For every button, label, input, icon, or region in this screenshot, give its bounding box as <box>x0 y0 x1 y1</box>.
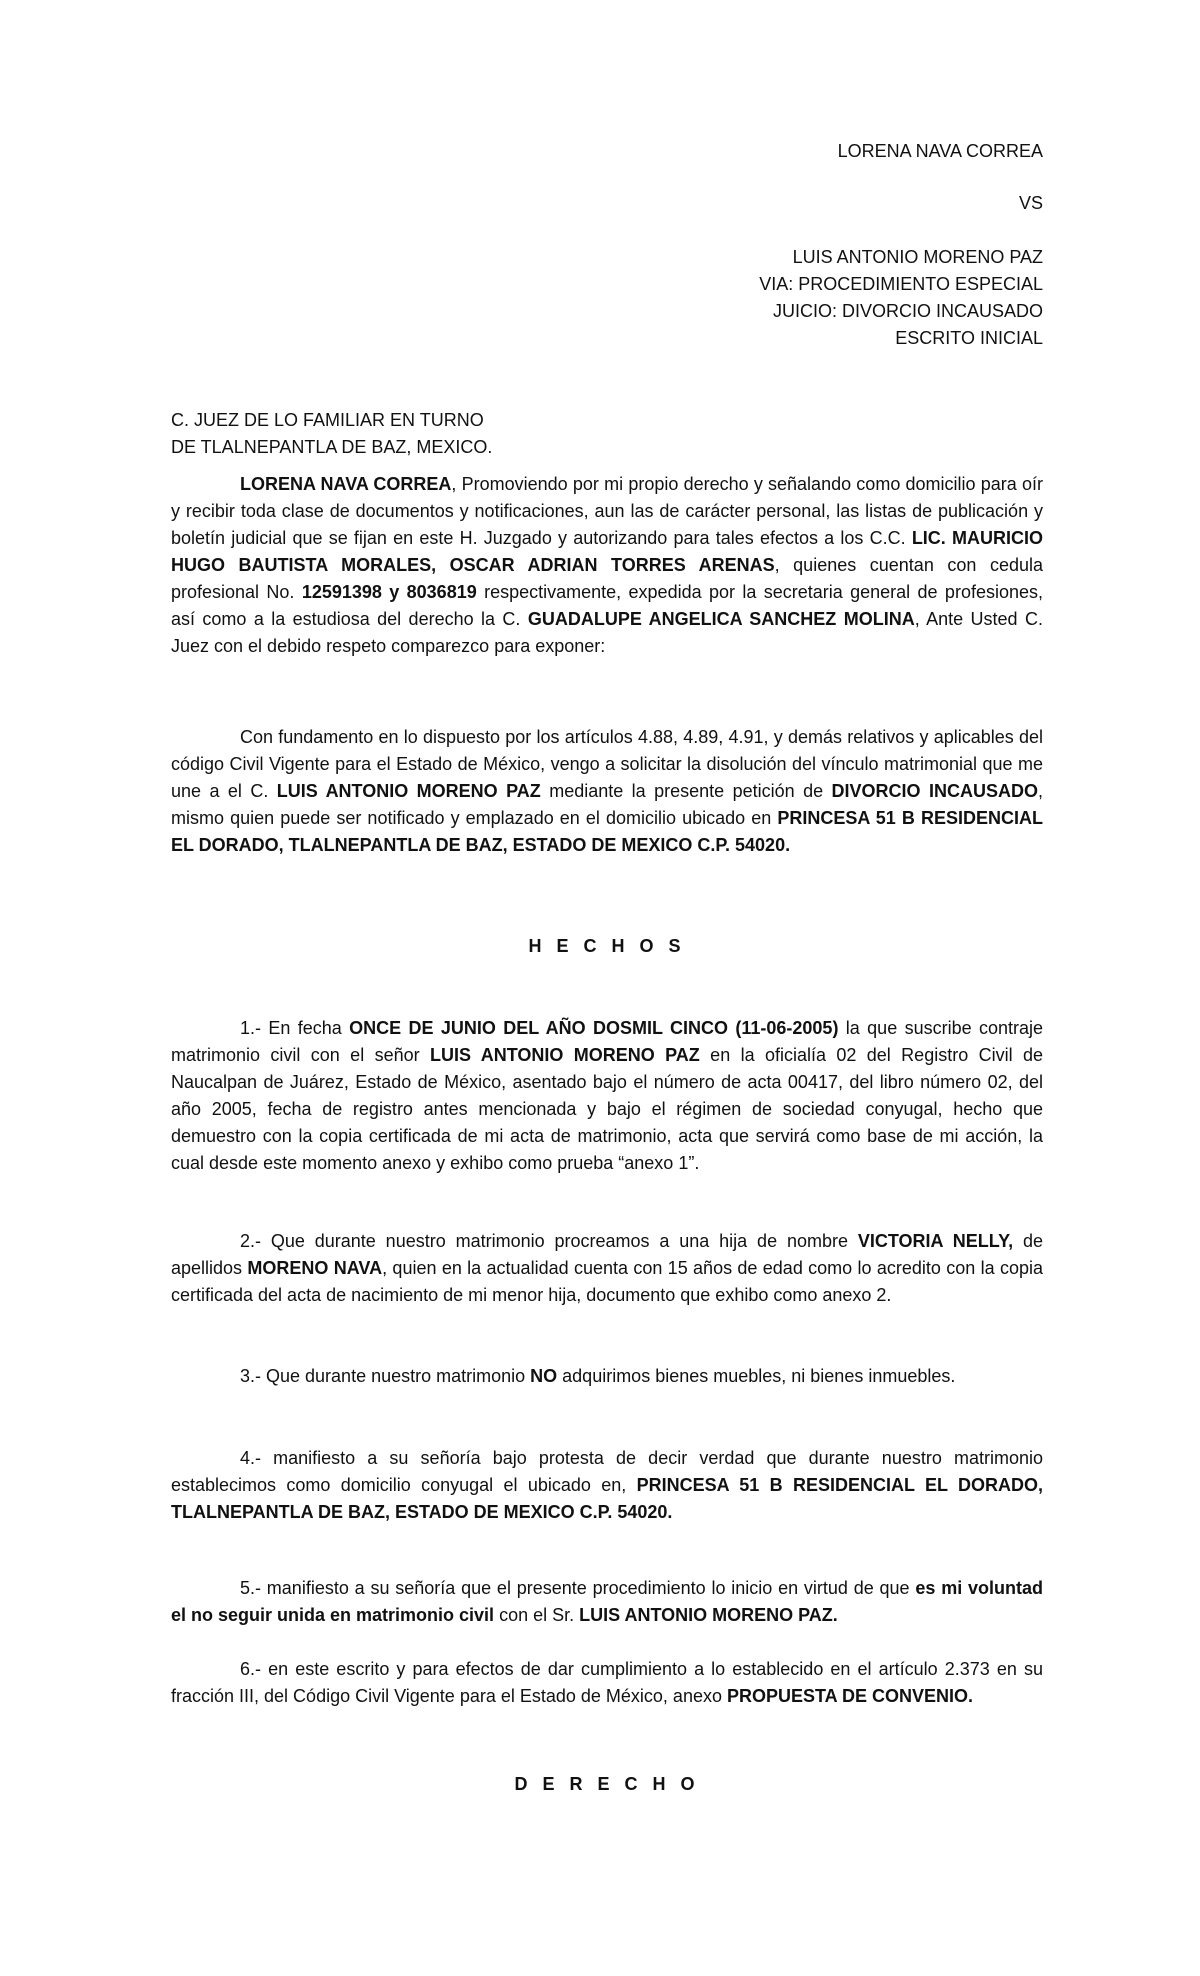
defendant-name-bold: LUIS ANTONIO MORENO PAZ <box>276 781 541 801</box>
addressee-block <box>171 407 492 461</box>
versus-label: VS <box>1018 193 1043 213</box>
spouse-name: LUIS ANTONIO MORENO PAZ <box>429 1045 700 1065</box>
case-header-details <box>759 244 1043 352</box>
promoter-name: LORENA NAVA CORREA <box>240 474 452 494</box>
authorized-lawyers: LIC. MAURICIO HUGO BAUTISTA MORALES, OSCAR ADRIAN TORRES ARENAS <box>171 528 1044 575</box>
procedure-type: VIA: PROCEDIMIENTO ESPECIAL <box>759 274 1043 294</box>
addressee-line-1: C. JUEZ DE LO FAMILIAR EN TURNO <box>171 410 484 430</box>
addressee-line-2: DE TLALNEPANTLA DE BAZ, MEXICO. <box>171 437 493 457</box>
hecho-3: 3.- Que durante nuestro matrimonio NO adquirimos bienes muebles, ni bienes inmuebles. <box>240 1366 956 1386</box>
hecho-1: 1.- En fecha ONCE DE JUNIO DEL AÑO DOSMIL CINCO (11-06-2005) la que suscribe contraje matrimonio civil con el señor LUIS ANTONIO MORENO PAZ en la oficialía 02 del Registro Civil de Naucalpan de Juárez, Estado de México, asentado bajo el número de acta 00417, del libro número 02, del año 2005, fecha de registro antes mencionada y bajo el régimen de sociedad conyugal, hecho que demuestro con la copia certificada de mi acta de matrimonio, acta que servirá como base de mi acción, la cual desde este momento anexo y exhibo como prueba “anexo 1”. <box>171 1018 1043 1173</box>
hecho-2: 2.- Que durante nuestro matrimonio procreamos a una hija de nombre VICTORIA NELLY, de apellidos MORENO NAVA, quien en la actualidad cuenta con 15 años de edad como lo acredito con la copia certificada del acta de nacimiento de mi menor hija, documento que exhibo como anexo 2. <box>171 1231 1044 1305</box>
marriage-date: ONCE DE JUNIO DEL AÑO DOSMIL CINCO (11-06-2005) <box>349 1018 839 1038</box>
petition-paragraph: Con fundamento en lo dispuesto por los artículos 4.88, 4.89, 4.91, y demás relativos y aplicables del código Civil Vigente para el Estado de México, vengo a solicitar la disolución del vínculo matrimonial que me une a el C. LUIS ANTONIO MORENO PAZ mediante la presente petición de DIVORCIO INCAUSADO, mismo quien puede ser notificado y emplazado en el domicilio ubicado en PRINCESA 51 B RESIDENCIAL EL DORADO, TLALNEPANTLA DE BAZ, ESTADO DE MEXICO C.P. 54020. <box>171 727 1044 855</box>
spouse-name-2: LUIS ANTONIO MORENO PAZ. <box>579 1605 838 1625</box>
plaintiff-name: LORENA NAVA CORREA <box>837 141 1043 161</box>
intro-paragraph: LORENA NAVA CORREA, Promoviendo por mi propio derecho y señalando como domicilio para oír y recibir toda clase de documentos y notificaciones, aun las de carácter personal, las listas de publicación y boletín judicial que se fijan en este H. Juzgado y autorizando para tales efectos a los C.C. LIC. MAURICIO HUGO BAUTISTA MORALES, OSCAR ADRIAN TORRES ARENAS, quienes cuentan con cedula profesional No. 12591398 y 8036819 respectivamente, expedida por la secretaria general de profesiones, así como a la estudiosa del derecho la C. GUADALUPE ANGELICA SANCHEZ MOLINA, Ante Usted C. Juez con el debido respeto comparezco para exponer: <box>171 474 1044 656</box>
document-type: ESCRITO INICIAL <box>895 328 1043 348</box>
case-header-vs <box>1019 190 1043 217</box>
hecho-5: 5.- manifiesto a su señoría que el presente procedimiento lo inicio en virtud de que es mi voluntad el no seguir unida en matrimonio civil con el Sr. LUIS ANTONIO MORENO PAZ. <box>171 1578 1043 1625</box>
case-header-plaintiff <box>838 138 1043 165</box>
defendant-name: LUIS ANTONIO MORENO PAZ <box>792 247 1043 267</box>
professional-ids: 12591398 y 8036819 <box>301 582 477 602</box>
hecho-4: 4.- manifiesto a su señoría bajo protesta de decir verdad que durante nuestro matrimonio establecimos como domicilio conyugal el ubicado en, PRINCESA 51 B RESIDENCIAL EL DORADO, TLALNEPANTLA DE BAZ, ESTADO DE MEXICO C.P. 54020. <box>171 1448 1044 1522</box>
hecho-6: 6.- en este escrito y para efectos de dar cumplimiento a lo establecido en el artículo 2.373 en su fracción III, del Código Civil Vigente para el Estado de México, anexo PROPUESTA DE CONVENIO. <box>171 1659 1043 1706</box>
conjugal-address: PRINCESA 51 B RESIDENCIAL EL DORADO, TLALNEPANTLA DE BAZ, ESTADO DE MEXICO C.P. 54020. <box>171 1475 1044 1522</box>
defendant-address: PRINCESA 51 B RESIDENCIAL EL DORADO, TLALNEPANTLA DE BAZ, ESTADO DE MEXICO C.P. 54020. <box>171 808 1043 855</box>
no-emphasis: NO <box>530 1366 558 1386</box>
child-name: VICTORIA NELLY, <box>857 1231 1014 1251</box>
divorce-type: DIVORCIO INCAUSADO <box>831 781 1038 801</box>
child-surname: MORENO NAVA <box>247 1258 383 1278</box>
law-student-name: GUADALUPE ANGELICA SANCHEZ MOLINA <box>527 609 915 629</box>
agreement-proposal: PROPUESTA DE CONVENIO. <box>726 1686 974 1706</box>
hechos-heading: H E C H O S <box>528 936 686 956</box>
will-statement: es mi voluntad el no seguir unida en matrimonio civil <box>171 1578 1043 1625</box>
derecho-heading: D E R E C H O <box>514 1774 700 1794</box>
trial-type: JUICIO: DIVORCIO INCAUSADO <box>772 301 1043 321</box>
